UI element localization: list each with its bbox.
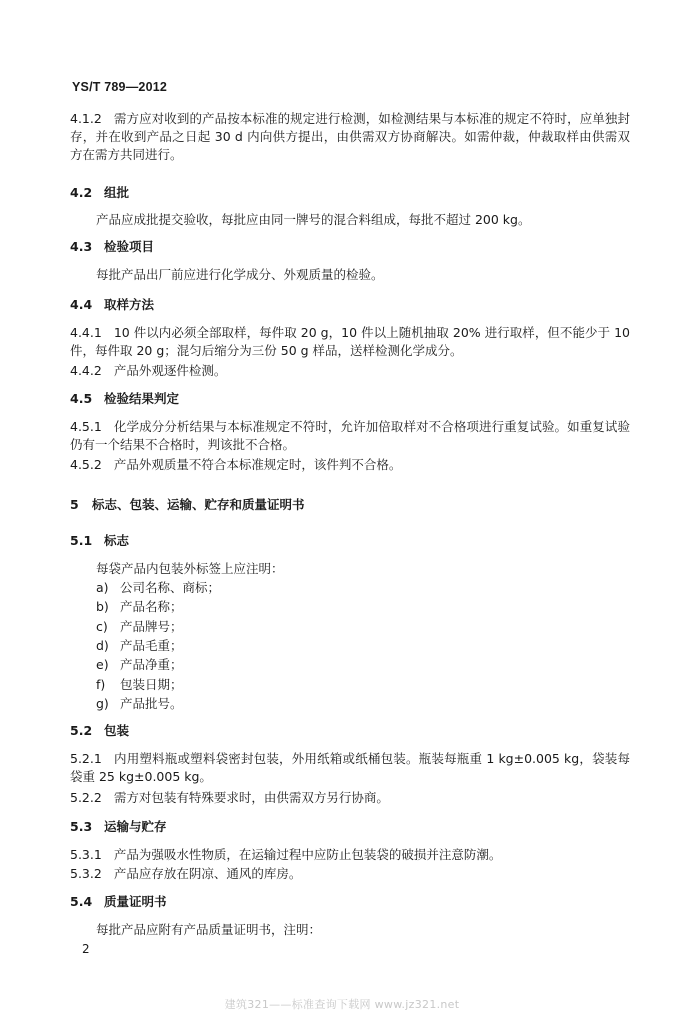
clause-5-2-1 [70,750,630,786]
section-number: 5.1 [70,533,93,548]
list-item: g) 产品批号。 [96,696,183,711]
clause-text: 10 件以内必须全部取样，每件取 20 g，10 件以上随机抽取 20% 进行取样，但不能少于 10 件，每件取 20 g；混匀后缩分为三份 50 g 样品，送样检测化学成分。 [70,325,630,358]
clause-number: 4.5.2 [70,457,102,472]
section-number: 4.4 [70,297,93,312]
clause-number: 4.1.2 [70,111,102,126]
paragraph-5-4: 每批产品应附有产品质量证明书，注明： [96,922,322,937]
section-heading-5-1 [70,532,630,550]
clause-4-5-2 [70,456,630,474]
paragraph-5-1: 每袋产品内包装外标签上应注明： [96,561,284,576]
section-title: 检验项目 [104,239,155,254]
list-item: b) 产品名称； [96,599,183,614]
clause-text: 产品外观质量不符合本标准规定时，该件判不合格。 [113,457,402,472]
list-item: d) 产品毛重； [96,638,183,653]
clause-number: 5.2.1 [70,751,102,766]
clause-4-4-2 [70,362,630,380]
section-heading-4-4 [70,296,630,314]
list-item: c) 产品牌号； [96,619,183,634]
clause-text: 产品外观逐件检测。 [113,363,227,378]
section-title: 运输与贮存 [104,819,167,834]
section-number: 4.2 [70,185,93,200]
section-heading-4-2 [70,184,630,202]
section-heading-4-3 [70,238,630,256]
clause-number: 5.2.2 [70,790,102,805]
clause-5-3-1 [70,846,630,864]
clause-text: 化学成分分析结果与本标准规定不符时，允许加倍取样对不合格项进行重复试验。如重复试验仍有一个结果不合格时，判该批不合格。 [70,419,630,452]
clause-number: 5.3.1 [70,847,102,862]
chapter-heading-5 [70,496,630,514]
section-title: 组批 [104,185,130,200]
chapter-number: 5 [70,497,79,512]
section-title: 质量证明书 [104,894,167,909]
clause-4-1-2 [70,110,630,164]
clause-4-5-1 [70,418,630,454]
watermark-footer: 建筑321——标准查询下载网 www.jz321.net [224,998,460,1011]
paragraph-4-3: 每批产品出厂前应进行化学成分、外观质量的检验。 [96,267,384,282]
section-number: 5.2 [70,723,93,738]
section-title: 检验结果判定 [104,391,180,406]
clause-4-4-1 [70,324,630,360]
clause-text: 需方应对收到的产品按本标准的规定进行检测，如检测结果与本标准的规定不符时，应单独封存，并在收到产品之日起 30 d 内向供方提出，由供需双方协商解决。如需仲裁，仲裁取样由供需双方在需方共同进行。 [70,111,630,162]
clause-text: 产品应存放在阴凉、通风的库房。 [113,866,302,881]
chapter-title: 标志、包装、运输、贮存和质量证明书 [92,497,305,512]
clause-5-2-2 [70,789,630,807]
list-item: f) 包装日期； [96,677,183,692]
clause-number: 4.4.2 [70,363,102,378]
section-heading-5-3 [70,818,630,836]
clause-text: 内用塑料瓶或塑料袋密封包装，外用纸箱或纸桶包装。瓶装每瓶重 1 kg±0.005 kg，袋装每袋重 25 kg±0.005 kg。 [70,751,630,784]
section-number: 5.3 [70,819,93,834]
section-number: 4.5 [70,391,93,406]
paragraph-4-2: 产品应成批提交验收，每批应由同一牌号的混合料组成，每批不超过 200 kg。 [96,212,531,227]
section-title: 标志 [104,533,130,548]
list-item: e) 产品净重； [96,657,183,672]
page-number: 2 [82,942,90,956]
section-heading-5-4 [70,893,630,911]
clause-text: 产品为强吸水性物质，在运输过程中应防止包装袋的破损并注意防潮。 [113,847,502,862]
section-heading-5-2 [70,722,630,740]
clause-number: 5.3.2 [70,866,102,881]
clause-text: 需方对包装有特殊要求时，由供需双方另行协商。 [113,790,389,805]
list-item: a) 公司名称、商标； [96,580,221,595]
section-heading-4-5 [70,390,630,408]
section-title: 取样方法 [104,297,155,312]
clause-number: 4.4.1 [70,325,102,340]
clause-number: 4.5.1 [70,419,102,434]
clause-5-3-2 [70,865,630,883]
section-number: 4.3 [70,239,93,254]
section-title: 包装 [104,723,130,738]
standard-code: YS/T 789—2012 [72,80,168,94]
section-number: 5.4 [70,894,93,909]
